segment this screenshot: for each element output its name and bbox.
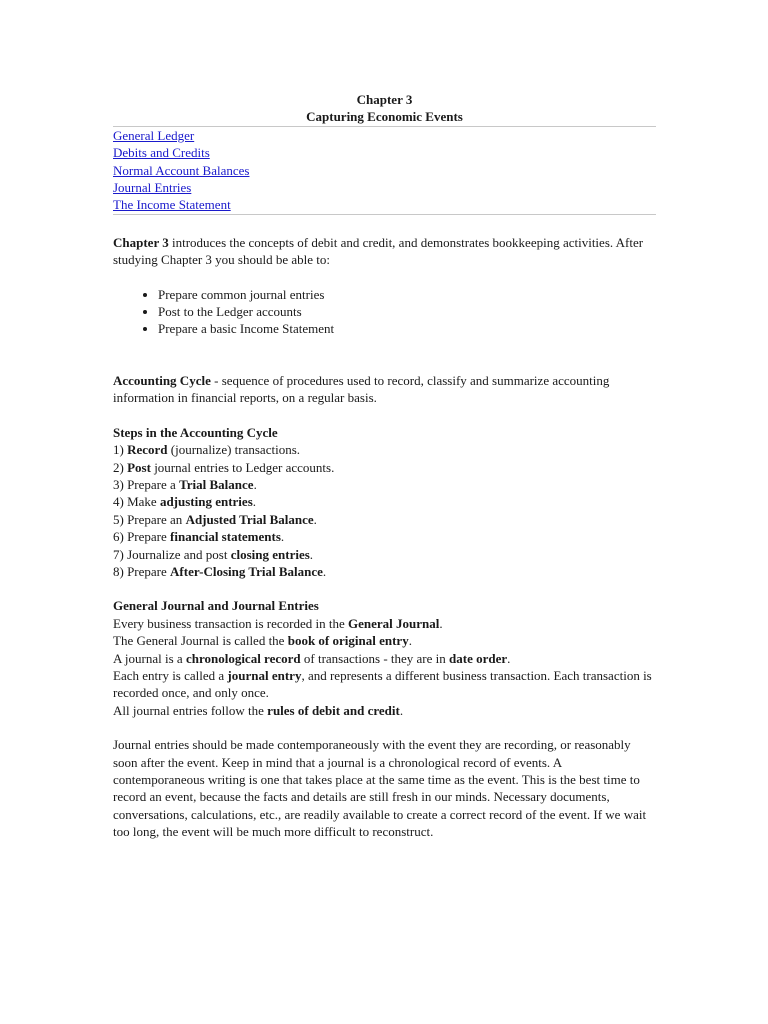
steps-section [113,424,656,581]
objective-item: • Post to the Ledger accounts [158,303,656,320]
step-item: 4) Make adjusting entries. [113,494,256,510]
toc-link-debits-and-credits[interactable]: Debits and Credits [113,145,210,161]
step-item: 5) Prepare an Adjusted Trial Balance. [113,511,317,527]
objective-item: • Prepare a basic Income Statement [158,320,656,337]
step-item: 6) Prepare financial statements. [113,529,285,545]
step-item: 8) Prepare After-Closing Trial Balance. [113,563,327,579]
general-journal-heading: General Journal and Journal Entries [113,598,319,614]
accounting-cycle-text: - sequence of procedures used to record, classify and summarize accounting information in financial reports, on a regular basis. [113,372,610,406]
accounting-cycle-term: Accounting Cycle [113,372,211,388]
objective-item: • Prepare common journal entries [158,286,656,303]
objectives-list [113,286,656,338]
accounting-cycle-definition [113,372,656,407]
table-of-contents [113,127,656,214]
toc-link-journal-entries[interactable]: Journal Entries [113,180,192,196]
toc-link-income-statement[interactable]: The Income Statement [113,197,231,213]
journal-line: Each entry is called a journal entry, and represents a different business transaction. Each transaction is recorded once, and only once. [113,667,652,701]
closing-paragraph: Journal entries should be made contemporaneously with the event they are recording, or reasonably soon after the event. Keep in mind that a journal is a chronological record of events. A contemporaneous writing is one that takes place at the same time as the event. This is the best time to record an event, because the facts and details are still fresh in our minds. Necessary documents, conversations, calculations, etc., are readily available to create a correct record of the event. If we wait too long, the event will be much more difficult to reconstruct. [113,737,647,840]
document-content [113,91,656,841]
intro-bold: Chapter 3 [113,234,169,250]
toc-link-general-ledger[interactable]: General Ledger [113,127,195,143]
journal-line: All journal entries follow the rules of debit and credit. [113,702,404,718]
intro-paragraph [113,234,656,269]
step-item: 1) Record (journalize) transactions. [113,442,301,458]
intro-text: introduces the concepts of debit and credit, and demonstrates bookkeeping activities. After studying Chapter 3 you should be able to: [113,234,644,268]
chapter-title: Capturing Economic Events [306,109,463,125]
chapter-header [113,91,656,126]
journal-line: Every business transaction is recorded in the General Journal. [113,615,443,631]
chapter-number: Chapter 3 [356,92,413,107]
steps-heading: Steps in the Accounting Cycle [113,424,278,440]
journal-line: The General Journal is called the book of original entry. [113,633,412,649]
step-item: 7) Journalize and post closing entries. [113,546,314,562]
journal-line: A journal is a chronological record of transactions - they are in date order. [113,650,511,666]
step-item: 3) Prepare a Trial Balance. [113,476,257,492]
toc-link-normal-account-balances[interactable]: Normal Account Balances [113,162,250,178]
general-journal-section [113,597,656,719]
step-item: 2) Post journal entries to Ledger accounts. [113,459,335,475]
